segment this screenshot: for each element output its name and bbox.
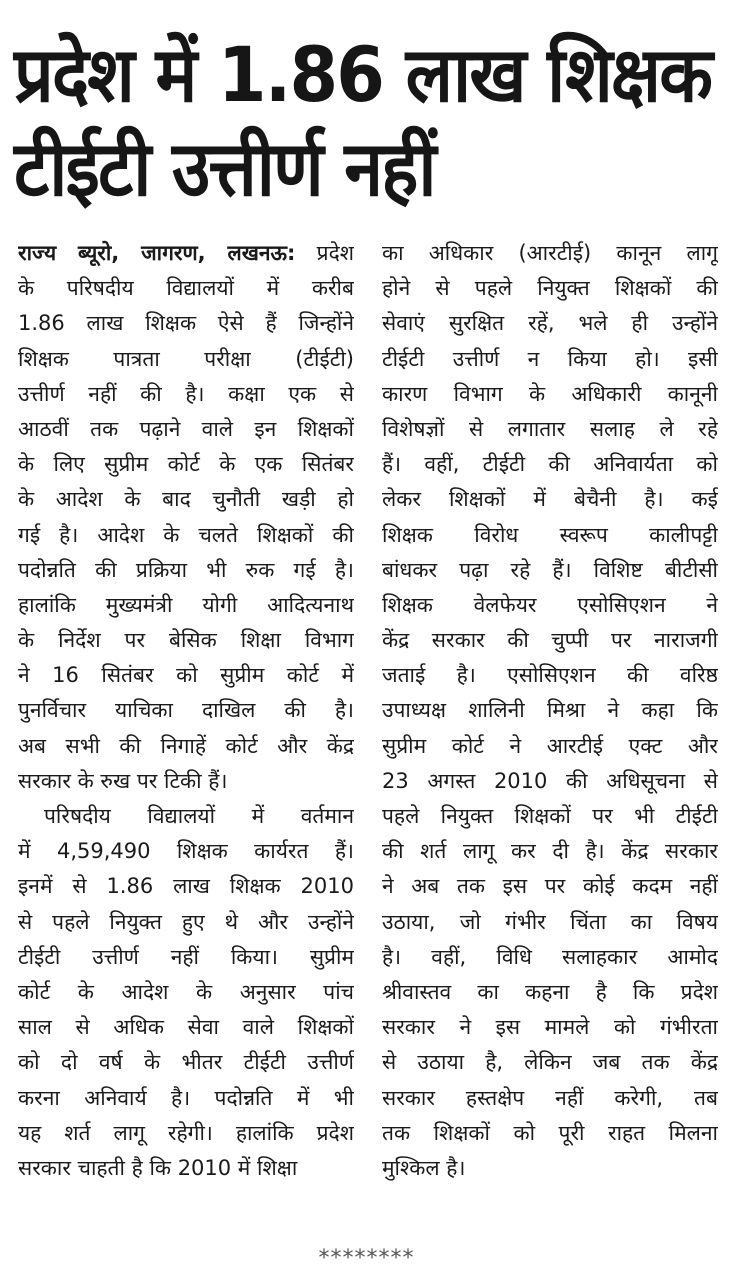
- text-line: के निर्देश पर बेसिक शिक्षा विभाग: [18, 628, 354, 653]
- text-line: टीईटी उत्तीर्ण नहीं किया। सुप्रीम: [18, 944, 354, 969]
- text-line: को दो वर्ष के भीतर टीईटी उत्तीर्ण: [18, 1050, 354, 1075]
- text-line: श्रीवास्तव का कहना है कि प्रदेश: [382, 979, 718, 1004]
- text-line: सरकार चाहती है कि 2010 में शिक्षा: [18, 1155, 298, 1180]
- text-line: शिक्षक वेलफेयर एसोसिएशन ने: [382, 592, 718, 617]
- text-line: ने अब तक इस पर कोई कदम नहीं: [382, 874, 718, 899]
- headline-line-2: टीईटी उत्तीर्ण नहीं: [14, 124, 435, 213]
- text-line: जताई है। एसोसिएशन की वरिष्ठ: [382, 663, 718, 688]
- text-line: शिक्षक पात्रता परीक्षा (टीईटी): [18, 346, 354, 371]
- text-line: होने से पहले नियुक्त शिक्षकों की: [382, 276, 718, 301]
- text-line: उपाध्यक्ष शालिनी मिश्रा ने कहा कि: [382, 698, 718, 723]
- text-line: यह शर्त लागू रहेगी। हालांकि प्रदेश: [18, 1120, 354, 1145]
- text-line: शिक्षक विरोध स्वरूप कालीपट्टी: [382, 522, 718, 547]
- text-line: सुप्रीम कोर्ट ने आरटीई एक्ट और: [382, 733, 718, 758]
- text-line-content: प्रदेश: [295, 241, 354, 265]
- text-line: मुश्किल है।: [382, 1155, 466, 1180]
- article-column-left: [18, 236, 354, 1186]
- text-line: आठवीं तक पढ़ाने वाले इन शिक्षकों: [18, 416, 354, 441]
- text-line: कारण विभाग के अधिकारी कानूनी: [382, 381, 718, 406]
- text-line: हैं। वहीं, टीईटी की अनिवार्यता को: [382, 452, 718, 477]
- dateline: राज्य ब्यूरो, जागरण, लखनऊ:: [18, 241, 296, 265]
- text-line: का अधिकार (आरटीई) कानून लागू: [382, 241, 718, 265]
- text-line: पहले नियुक्त शिक्षकों पर भी टीईटी: [382, 804, 718, 828]
- text-line: से पहले नियुक्त हुए थे और उन्होंने: [18, 909, 354, 934]
- text-line: के आदेश के बाद चुनौती खड़ी हो: [18, 487, 354, 512]
- text-line: टीईटी उत्तीर्ण न किया हो। इसी: [382, 346, 718, 371]
- text-line: की शर्त लागू कर दी है। केंद्र सरकार: [382, 839, 718, 864]
- text-line: लेकर शिक्षकों में बेचैनी है। कई: [382, 487, 718, 512]
- text-line: उठाया, जो गंभीर चिंता का विषय: [382, 909, 718, 934]
- text-line: 23 अगस्त 2010 की अधिसूचना से: [382, 768, 718, 793]
- text-line: साल से अधिक सेवा वाले शिक्षकों: [18, 1015, 354, 1040]
- text-line: 1.86 लाख शिक्षक ऐसे हैं जिन्होंने: [18, 311, 354, 336]
- text-line: के परिषदीय विद्यालयों में करीब: [18, 276, 354, 301]
- text-line: विशेषज्ञों से लगातार सलाह ले रहे: [382, 416, 718, 441]
- text-line: से उठाया है, लेकिन जब तक केंद्र: [382, 1050, 718, 1075]
- text-line: हालांकि मुख्यमंत्री योगी आदित्यनाथ: [18, 592, 354, 617]
- text-line: गई है। आदेश के चलते शिक्षकों की: [18, 522, 354, 547]
- text-line: है। वहीं, विधि सलाहकार आमोद: [382, 944, 718, 969]
- text-line: सरकार ने इस मामले को गंभीरता: [382, 1015, 718, 1040]
- text-line: कोर्ट के आदेश के अनुसार पांच: [18, 979, 354, 1004]
- text-line: पदोन्नति की प्रक्रिया भी रुक गई है।: [18, 557, 354, 582]
- text-line: तक शिक्षकों को पूरी राहत मिलना: [382, 1120, 718, 1145]
- text-line: परिषदीय विद्यालयों में वर्तमान: [44, 804, 354, 828]
- text-line: सेवाएं सुरक्षित रहें, भले ही उन्होंने: [382, 311, 718, 336]
- text-line: करना अनिवार्य है। पदोन्नति में भी: [18, 1085, 354, 1110]
- text-line: उत्तीर्ण नहीं की है। कक्षा एक से: [18, 381, 354, 406]
- text-line: पुनर्विचार याचिका दाखिल की है।: [18, 698, 354, 723]
- headline-line-1: प्रदेश में 1.86 लाख शिक्षक: [14, 30, 712, 119]
- end-marker: ********: [318, 1246, 415, 1271]
- text-line: ने 16 सितंबर को सुप्रीम कोर्ट में: [18, 663, 354, 688]
- headline: [14, 28, 712, 216]
- text-line: के लिए सुप्रीम कोर्ट के एक सितंबर: [18, 452, 354, 477]
- text-line: केंद्र सरकार की चुप्पी पर नाराजगी: [382, 628, 718, 653]
- text-line: सरकार हस्तक्षेप नहीं करेगी, तब: [382, 1085, 718, 1110]
- text-line: बांधकर पढ़ा रहे हैं। विशिष्ट बीटीसी: [382, 557, 718, 582]
- text-line: सरकार के रुख पर टिकी हैं।: [18, 768, 228, 793]
- text-line: इनमें से 1.86 लाख शिक्षक 2010: [18, 874, 354, 899]
- text-line: में 4,59,490 शिक्षक कार्यरत हैं।: [18, 839, 354, 864]
- text-line: अब सभी की निगाहें कोर्ट और केंद्र: [18, 733, 354, 758]
- text-line: [18, 236, 354, 271]
- article-column-right: [382, 236, 718, 1186]
